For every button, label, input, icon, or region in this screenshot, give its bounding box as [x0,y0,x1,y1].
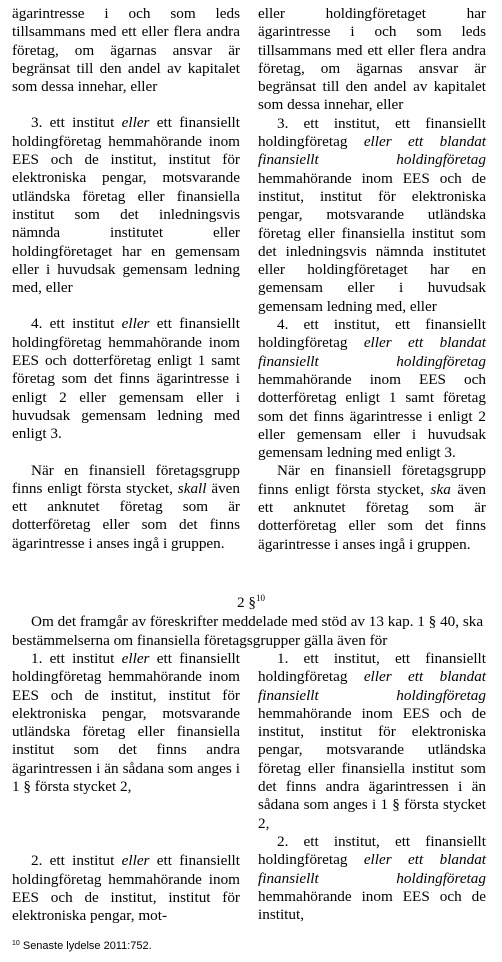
paragraph-item-4 [12,315,240,443]
text: hemmahörande inom EES och dotterföretag enligt 1 samt företag som det finns ägarintresse i enligt 2 eller gemensam eller i huvudsak gemensam ledning med enligt 3. [258,370,486,462]
right-column-bottom [258,650,486,924]
emphasis: eller [121,852,150,870]
text: ett finansiellt holdingföretag hemmahörande inom EES och de institut, institut för elektroniska pengar, mot- [12,852,240,925]
paragraph-item-2 [258,833,486,924]
paragraph-item-1 [12,650,240,796]
section-number: 2 § [237,594,256,611]
text: 4. ett institut [31,315,122,333]
text: ett finansiellt holdingföretag hemmahörande inom EES och de institut, institut för elektroniska pengar, motsvarande utländska företag eller finansiella institut som det inledningsvis nämnda institutet eller holdingföretaget har en gemensam eller i huvudsak gemensam ledning med, eller [12,114,240,297]
emphasis: eller [121,315,150,333]
text: När en finansiell företagsgrupp finns enligt första stycket, [12,461,240,497]
footnote-number: 10 [12,940,20,947]
text: hemmahörande inom EES och de institut, institut för elektroniska pengar, motsvarande utländska företag eller finansiella institut som det inledningsvis nämnda institutet eller holdingföretaget har en gemensam eller i huvudsak gemensam ledning med, eller [258,169,486,315]
paragraph-group [258,462,486,553]
paragraph-continuation: ägarintresse i och som leds tillsammans med ett eller flera andra företag, om ägarnas ansvar är begränsat till den andel av kapitalet som dessa innehar, eller [12,5,240,96]
text: När en finansiell företagsgrupp finns enligt första stycket, [258,462,486,498]
paragraph-item-4 [258,316,486,462]
paragraph-group [12,462,240,553]
paragraph-item-3 [12,114,240,297]
emphasis: eller [121,114,150,132]
footnote [12,940,152,953]
text: 2. ett institut, ett finansiellt holdingföretag [258,832,486,869]
emphasis: eller [121,650,150,667]
paragraph-item-1 [258,650,486,833]
left-column-top [12,5,240,553]
emphasis: eller ett blandat finansiellt holdingföretag [258,334,487,370]
text: ett finansiellt holdingföretag hemmahörande inom EES och dotterföretag enligt 1 samt företag som det finns ägarintresse i enligt 2 eller gemensam eller i huvudsak gemensam ledning med enligt 3. [12,315,240,443]
footnote-text: Senaste lydelse 2011:752. [19,940,152,952]
text: även ett anknutet företag som är dotterföretag eller som det finns ägarintresse i anses ingå i gruppen. [12,479,241,552]
text: 1. ett institut, ett finansiellt holdingföretag [258,650,486,686]
text: 1. ett institut [31,650,122,667]
section-heading [12,594,490,612]
text: hemmahörande inom EES och de institut, institut för elektroniska pengar, motsvarande utländska företag eller finansiella institut som det finns andra ägarintressen i än sådana som anges i 1 § första stycket 2, [258,704,486,832]
text: 4. ett institut, ett finansiellt holdingföretag [258,316,486,352]
text: hemmahörande inom EES och de institut, [258,887,486,924]
paragraph-item-2 [12,852,240,925]
emphasis: eller ett blandat finansiellt holdingföretag [258,668,487,704]
text: 3. ett institut, ett finansiellt holdingföretag [258,114,486,151]
paragraph-continuation: eller holdingföretaget har ägarintresse i och som leds tillsammans med ett eller flera andra företag, om ägarnas ansvar är begränsat till den andel av kapitalet som dessa innehar, eller [258,5,486,114]
section-block [12,594,490,650]
text: 3. ett institut [31,114,122,132]
emphasis: ska [430,480,451,498]
emphasis: skall [177,479,207,497]
paragraph-item-3 [258,115,486,316]
text: 2. ett institut [31,852,122,870]
right-column-top [258,5,486,554]
footnote-marker: 10 [255,593,265,603]
emphasis: eller ett blandat finansiellt holdingföretag [258,851,487,887]
section-lead: Om det framgår av föreskrifter meddelade med stöd av 13 kap. 1 § 40, ska bestämmelserna om finansiella företagsgrupper gälla även för [12,613,484,649]
text: ett finansiellt holdingföretag hemmahörande inom EES och de institut, institut för elektroniska pengar, motsvarande utländska företag eller finansiella institut som det finns andra ägarintressen i än sådana som anges i 1 § första stycket 2, [12,650,240,796]
text: även ett anknutet företag som är dotterföretag eller som det finns ägarintresse i anses ingå i gruppen. [258,480,487,553]
emphasis: eller ett blandat finansiellt holdingföretag [258,133,487,169]
left-column-bottom [12,650,240,926]
